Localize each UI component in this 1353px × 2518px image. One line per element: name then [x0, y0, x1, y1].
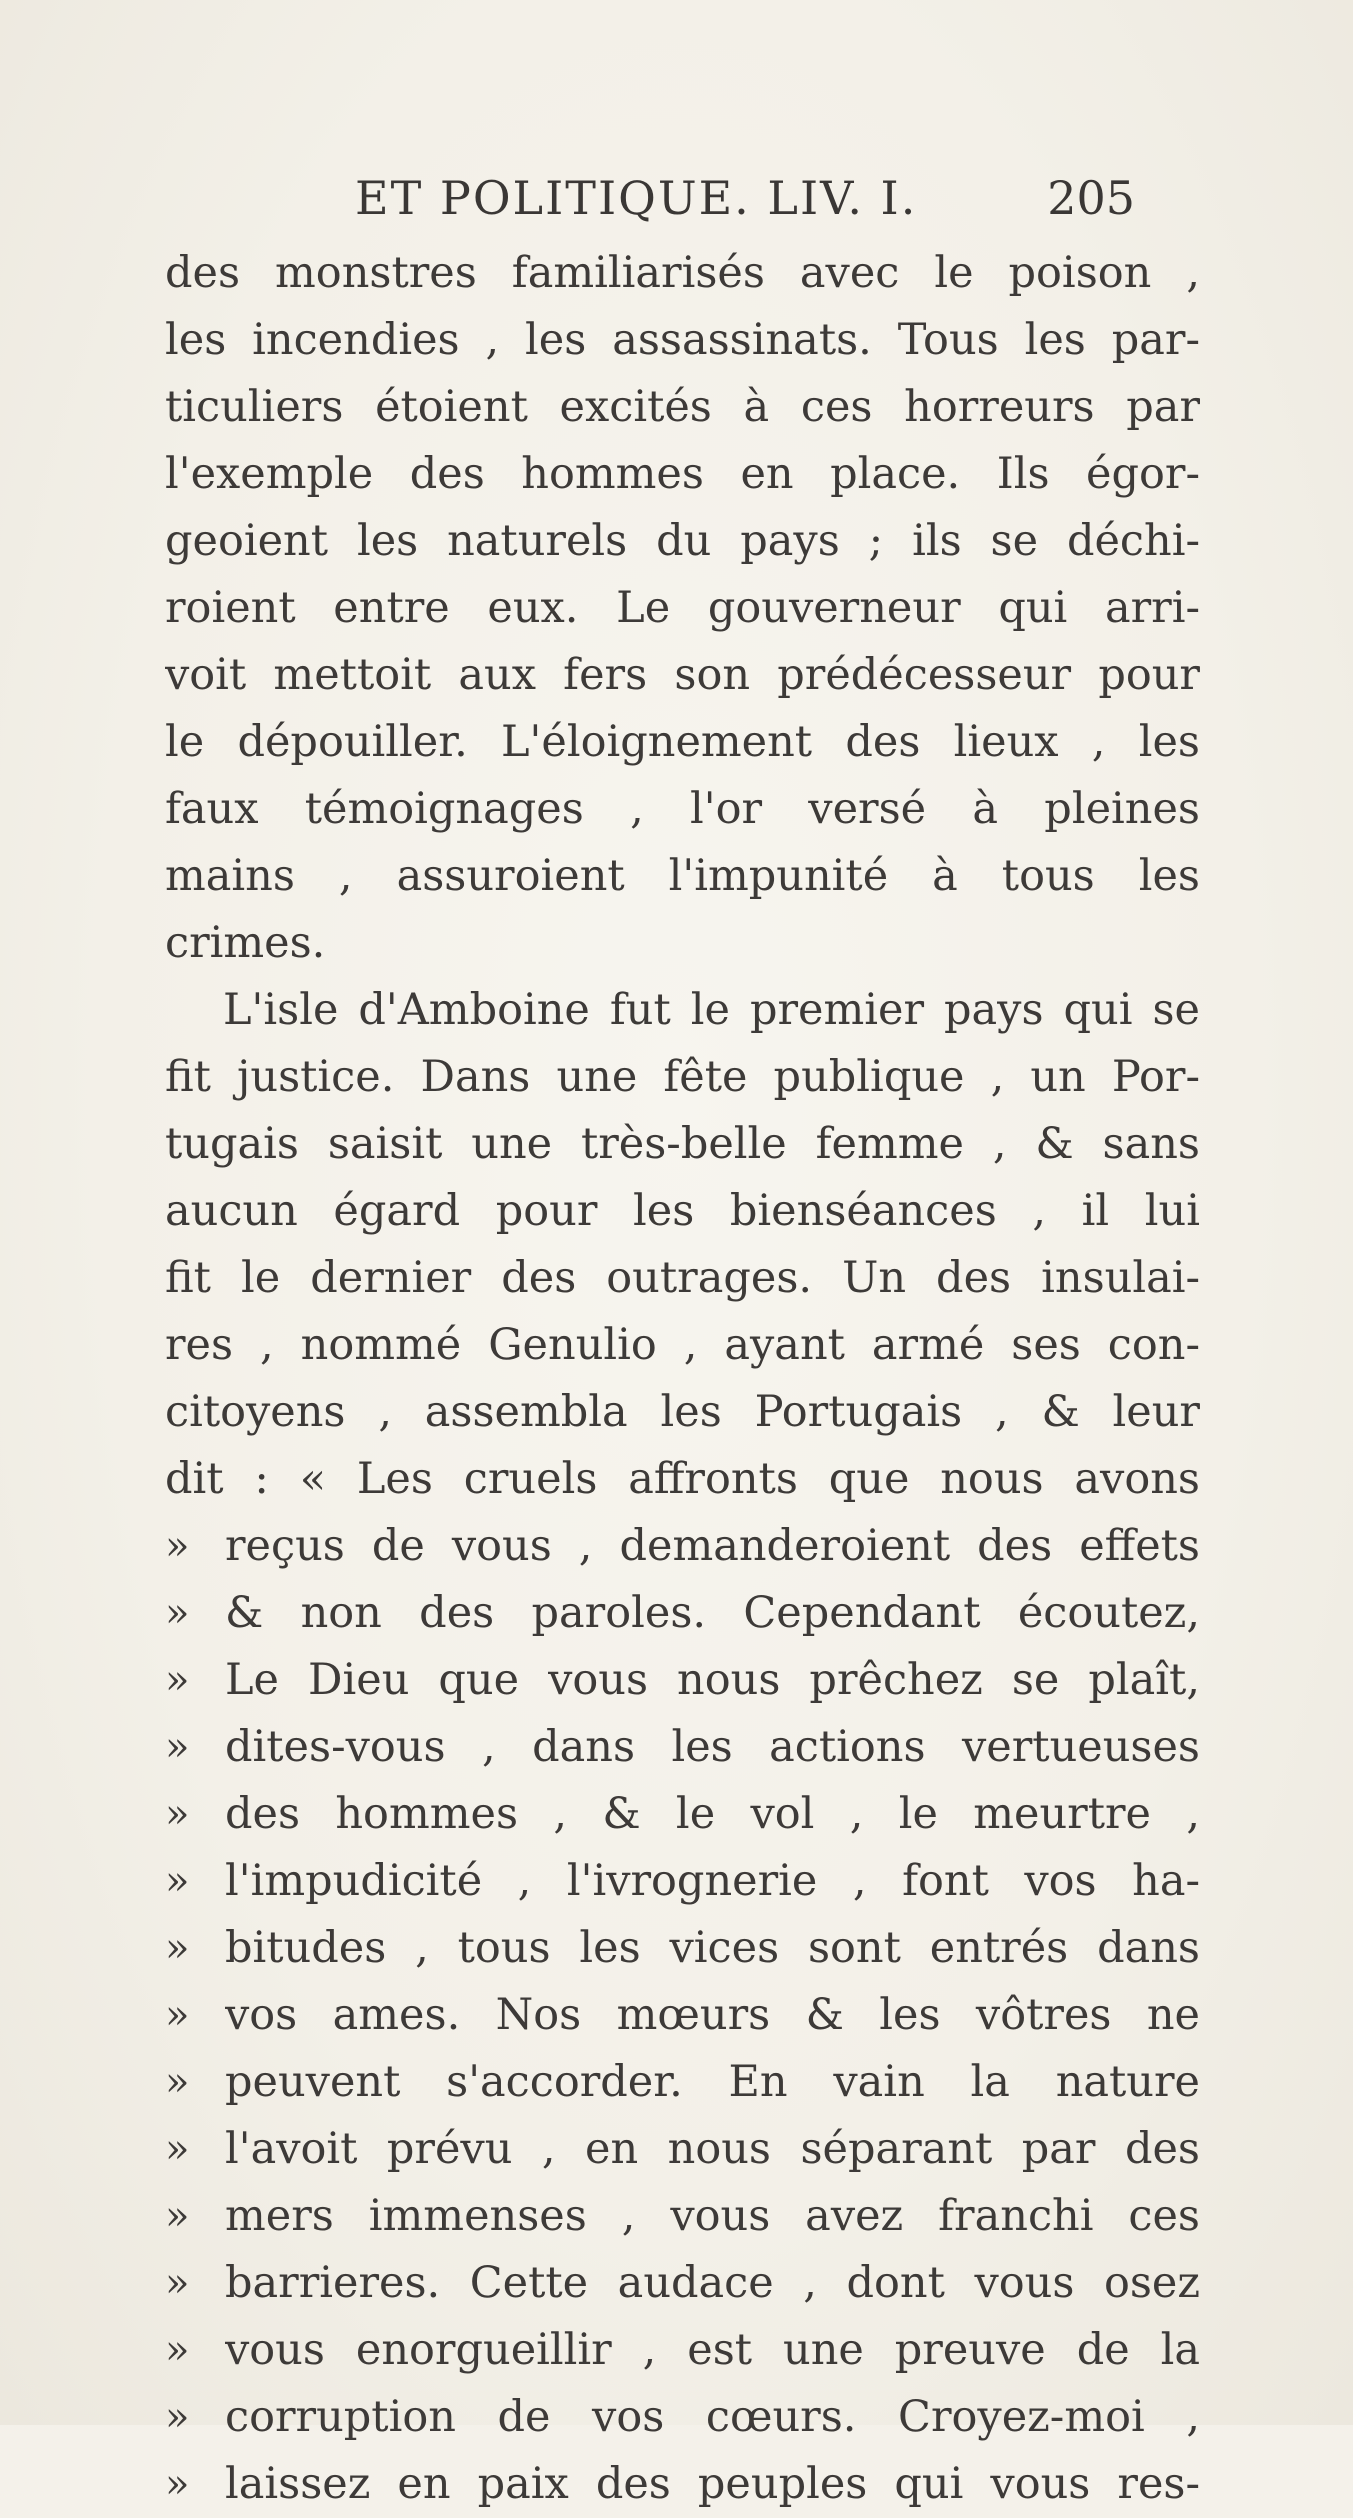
quote-mark: »: [165, 1590, 190, 1636]
text-line: geoient les naturels du pays ; ils se déchi-: [165, 516, 1200, 566]
quoted-line: [165, 2250, 1200, 2317]
text-line: roient entre eux. Le gouverneur qui arri-: [165, 583, 1200, 633]
quote-mark: »: [165, 2059, 190, 2105]
quoted-line: [165, 2384, 1200, 2451]
quoted-text: corruption de vos cœurs. Croyez-moi ,: [225, 2392, 1200, 2442]
text-line: dit : « Les cruels affronts que nous avons: [165, 1454, 1200, 1504]
text-line: fit le dernier des outrages. Un des insulai-: [165, 1253, 1200, 1303]
text-line: L'isle d'Amboine fut le premier pays qui se: [223, 985, 1200, 1035]
text-line: les incendies , les assassinats. Tous les par-: [165, 315, 1200, 365]
text-line: mains , assuroient l'impunité à tous les: [165, 851, 1200, 901]
text-line: ticuliers étoient excités à ces horreurs par: [165, 382, 1200, 432]
quoted-text: & non des paroles. Cependant écoutez,: [225, 1588, 1200, 1638]
quote-mark: »: [165, 1992, 190, 2038]
page-number: 205: [1047, 171, 1135, 225]
text-line: tugais saisit une très-belle femme , & sans: [165, 1119, 1200, 1169]
quoted-line: [165, 2317, 1200, 2384]
text-line: le dépouiller. L'éloignement des lieux , les: [165, 717, 1200, 767]
quote-mark: »: [165, 2193, 190, 2239]
text-line: citoyens , assembla les Portugais , & leur: [165, 1387, 1200, 1437]
quote-mark: »: [165, 1858, 190, 1904]
quote-mark: »: [165, 2394, 190, 2440]
quote-mark: »: [165, 1523, 190, 1569]
quoted-text: laissez en paix des peuples qui vous res-: [225, 2459, 1200, 2509]
quoted-line: [165, 1915, 1200, 1982]
paragraph-2: [165, 977, 1200, 2518]
text-line: des monstres familiarisés avec le poison ,: [165, 248, 1200, 298]
quoted-text: mers immenses , vous avez franchi ces: [225, 2191, 1200, 2241]
text-line: res , nommé Genulio , ayant armé ses con-: [165, 1320, 1200, 1370]
quoted-text: Le Dieu que vous nous prêchez se plaît,: [225, 1655, 1200, 1705]
quoted-line: [165, 1714, 1200, 1781]
quote-mark: »: [165, 1791, 190, 1837]
quote-mark: »: [165, 2260, 190, 2306]
text-line: fit justice. Dans une fête publique , un Por-: [165, 1052, 1200, 1102]
quoted-line: [165, 1781, 1200, 1848]
quoted-text: des hommes , & le vol , le meurtre ,: [225, 1789, 1200, 1839]
body-text: [165, 240, 1200, 2518]
quoted-text: l'impudicité , l'ivrognerie , font vos ha-: [225, 1856, 1200, 1906]
quoted-text: barrieres. Cette audace , dont vous osez: [225, 2258, 1200, 2308]
quoted-text: bitudes , tous les vices sont entrés dans: [225, 1923, 1200, 1973]
quoted-text: vous enorgueillir , est une preuve de la: [225, 2325, 1200, 2375]
quoted-line: [165, 1982, 1200, 2049]
quoted-line: [165, 2183, 1200, 2250]
quote-mark: »: [165, 2126, 190, 2172]
quoted-line: [165, 2451, 1200, 2518]
quoted-line: [165, 1647, 1200, 1714]
page-header: [355, 168, 1135, 228]
running-head: ET POLITIQUE. LIV. I.: [355, 171, 918, 225]
text-line: faux témoignages , l'or versé à pleines: [165, 784, 1200, 834]
quote-mark: »: [165, 2327, 190, 2373]
quoted-line: [165, 2116, 1200, 2183]
quoted-text: l'avoit prévu , en nous séparant par des: [225, 2124, 1200, 2174]
quoted-line: [165, 1513, 1200, 1580]
quote-mark: »: [165, 1925, 190, 1971]
quoted-line: [165, 2049, 1200, 2116]
text-line: aucun égard pour les bienséances , il lui: [165, 1186, 1200, 1236]
quoted-text: vos ames. Nos mœurs & les vôtres ne: [225, 1990, 1200, 2040]
quoted-text: peuvent s'accorder. En vain la nature: [225, 2057, 1200, 2107]
text-line: l'exemple des hommes en place. Ils égor-: [165, 449, 1200, 499]
quoted-text: dites-vous , dans les actions vertueuses: [225, 1722, 1200, 1772]
quote-mark: »: [165, 1724, 190, 1770]
text-line: voit mettoit aux fers son prédécesseur pour: [165, 650, 1200, 700]
text-line: crimes.: [165, 918, 326, 968]
paragraph-1: [165, 240, 1200, 977]
quoted-line: [165, 1848, 1200, 1915]
quoted-line: [165, 1580, 1200, 1647]
quote-mark: »: [165, 2461, 190, 2507]
quote-mark: »: [165, 1657, 190, 1703]
quoted-text: reçus de vous , demanderoient des effets: [225, 1521, 1200, 1571]
